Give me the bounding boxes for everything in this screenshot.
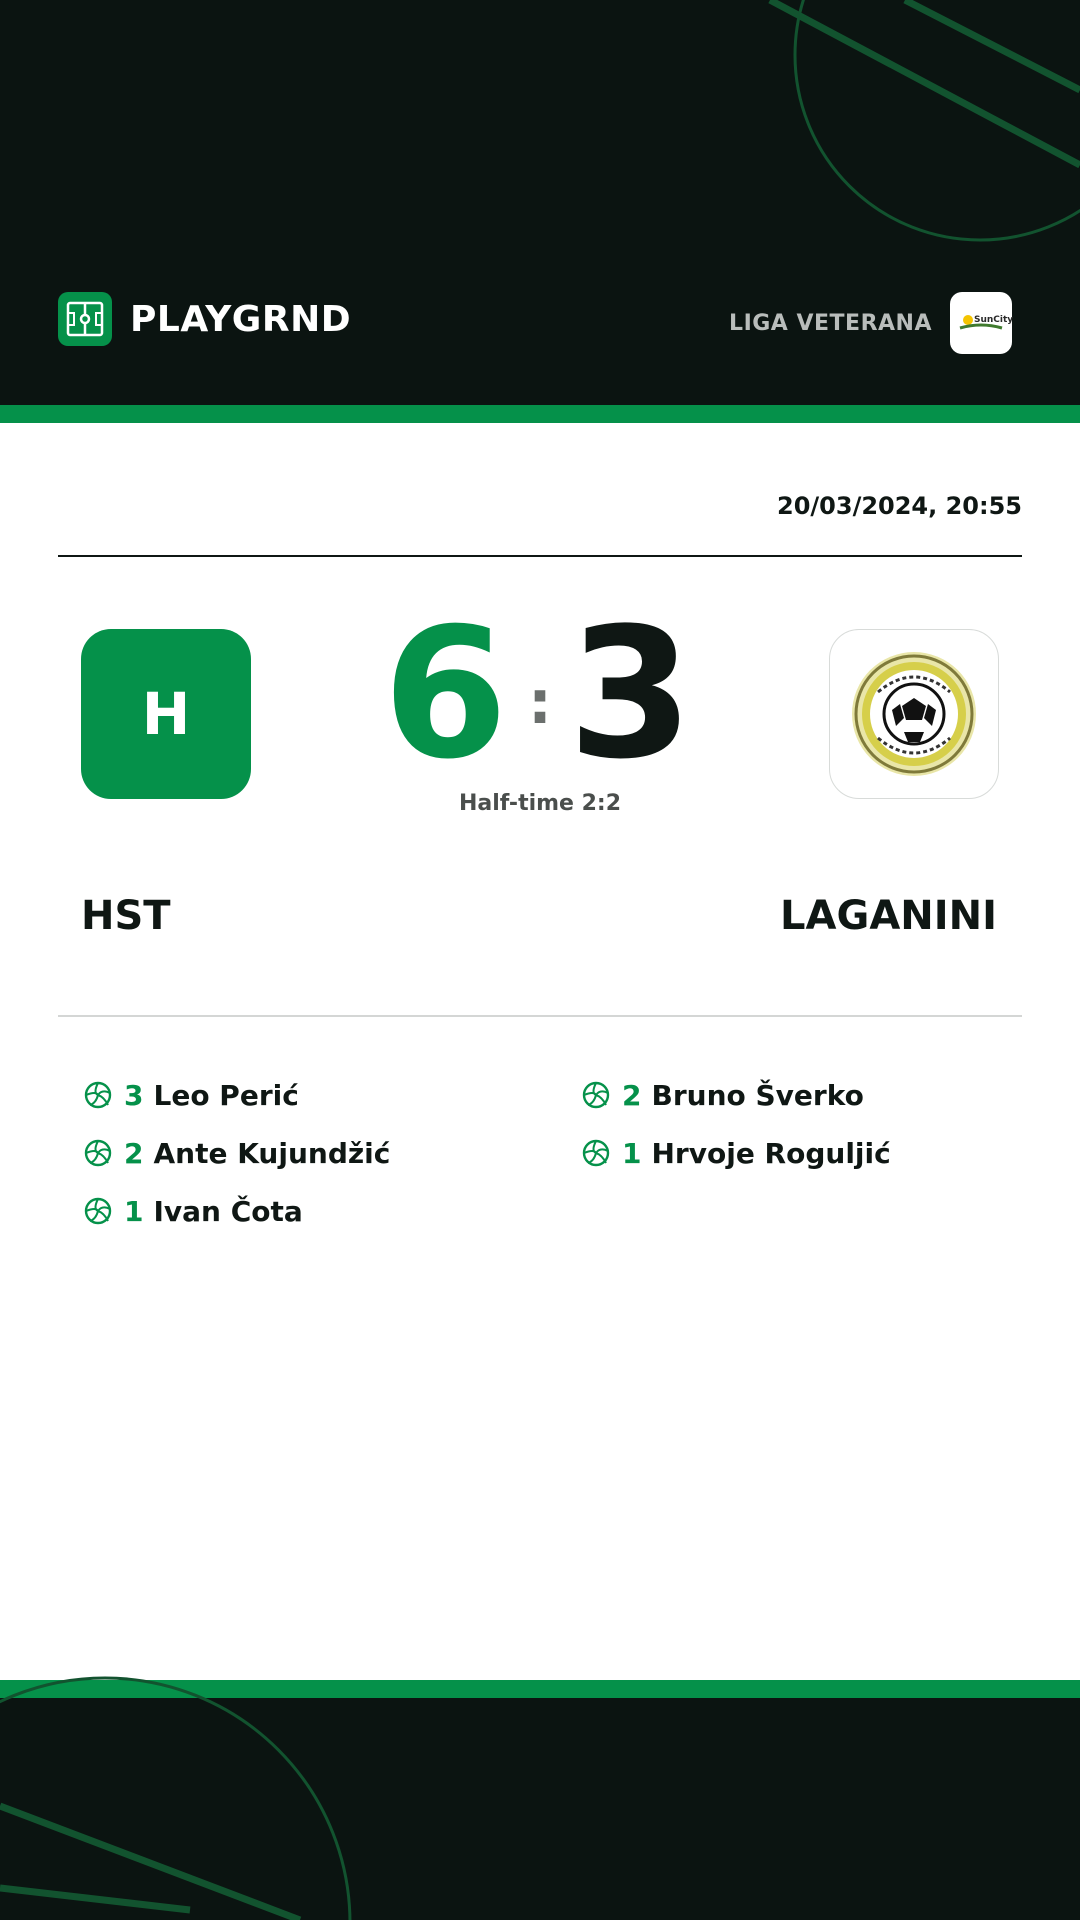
match-datetime: 20/03/2024, 20:55 xyxy=(777,492,1022,520)
football-icon xyxy=(84,1081,112,1109)
football-icon xyxy=(582,1081,610,1109)
halftime-score: Half-time 2:2 xyxy=(458,791,622,816)
home-score: 6 xyxy=(382,590,508,799)
away-scorers-list xyxy=(582,1066,1042,1182)
scorer-row xyxy=(84,1066,544,1124)
footer-banner xyxy=(0,1698,1080,1920)
pitch-icon xyxy=(58,292,112,346)
away-score: 3 xyxy=(568,590,694,799)
football-icon xyxy=(582,1139,610,1167)
away-team-name: LAGANINI xyxy=(780,893,997,939)
scorer-name: Hrvoje Roguljić xyxy=(651,1136,891,1170)
brand xyxy=(58,292,351,346)
scorer-name: Bruno Šverko xyxy=(651,1078,864,1112)
scorer-goals: 3 xyxy=(124,1078,144,1112)
league xyxy=(729,292,1012,354)
laganini-crest xyxy=(848,648,980,780)
scorer-row xyxy=(582,1124,1042,1182)
league-logo xyxy=(950,292,1012,354)
scorer-goals: 2 xyxy=(622,1078,642,1112)
away-team-badge xyxy=(829,629,999,799)
scorer-row xyxy=(84,1182,544,1240)
divider xyxy=(58,555,1022,557)
football-icon xyxy=(84,1139,112,1167)
scorer-name: Leo Perić xyxy=(153,1078,299,1112)
brand-name: PLAYGRND xyxy=(130,298,352,340)
scorer-row xyxy=(582,1066,1042,1124)
score-separator: : xyxy=(528,668,552,738)
football-icon xyxy=(84,1197,112,1225)
league-name: LIGA VETERANA xyxy=(729,310,932,336)
scorer-name: Ante Kujundžić xyxy=(153,1136,391,1170)
footer-stripe xyxy=(0,1680,1080,1698)
scorer-goals: 2 xyxy=(124,1136,144,1170)
scorer-goals: 1 xyxy=(622,1136,642,1170)
header-banner xyxy=(0,0,1080,405)
header-stripe xyxy=(0,405,1080,423)
pitch-lines-decoration xyxy=(0,1698,1080,1920)
scorer-row xyxy=(84,1124,544,1182)
league-logo-text: SunCity xyxy=(974,315,1014,325)
divider xyxy=(58,1015,1022,1017)
home-team-badge: H xyxy=(81,629,251,799)
home-team-name: HST xyxy=(81,893,171,939)
scorer-goals: 1 xyxy=(124,1194,144,1228)
home-scorers-list xyxy=(84,1066,544,1240)
scorer-name: Ivan Čota xyxy=(153,1194,303,1228)
